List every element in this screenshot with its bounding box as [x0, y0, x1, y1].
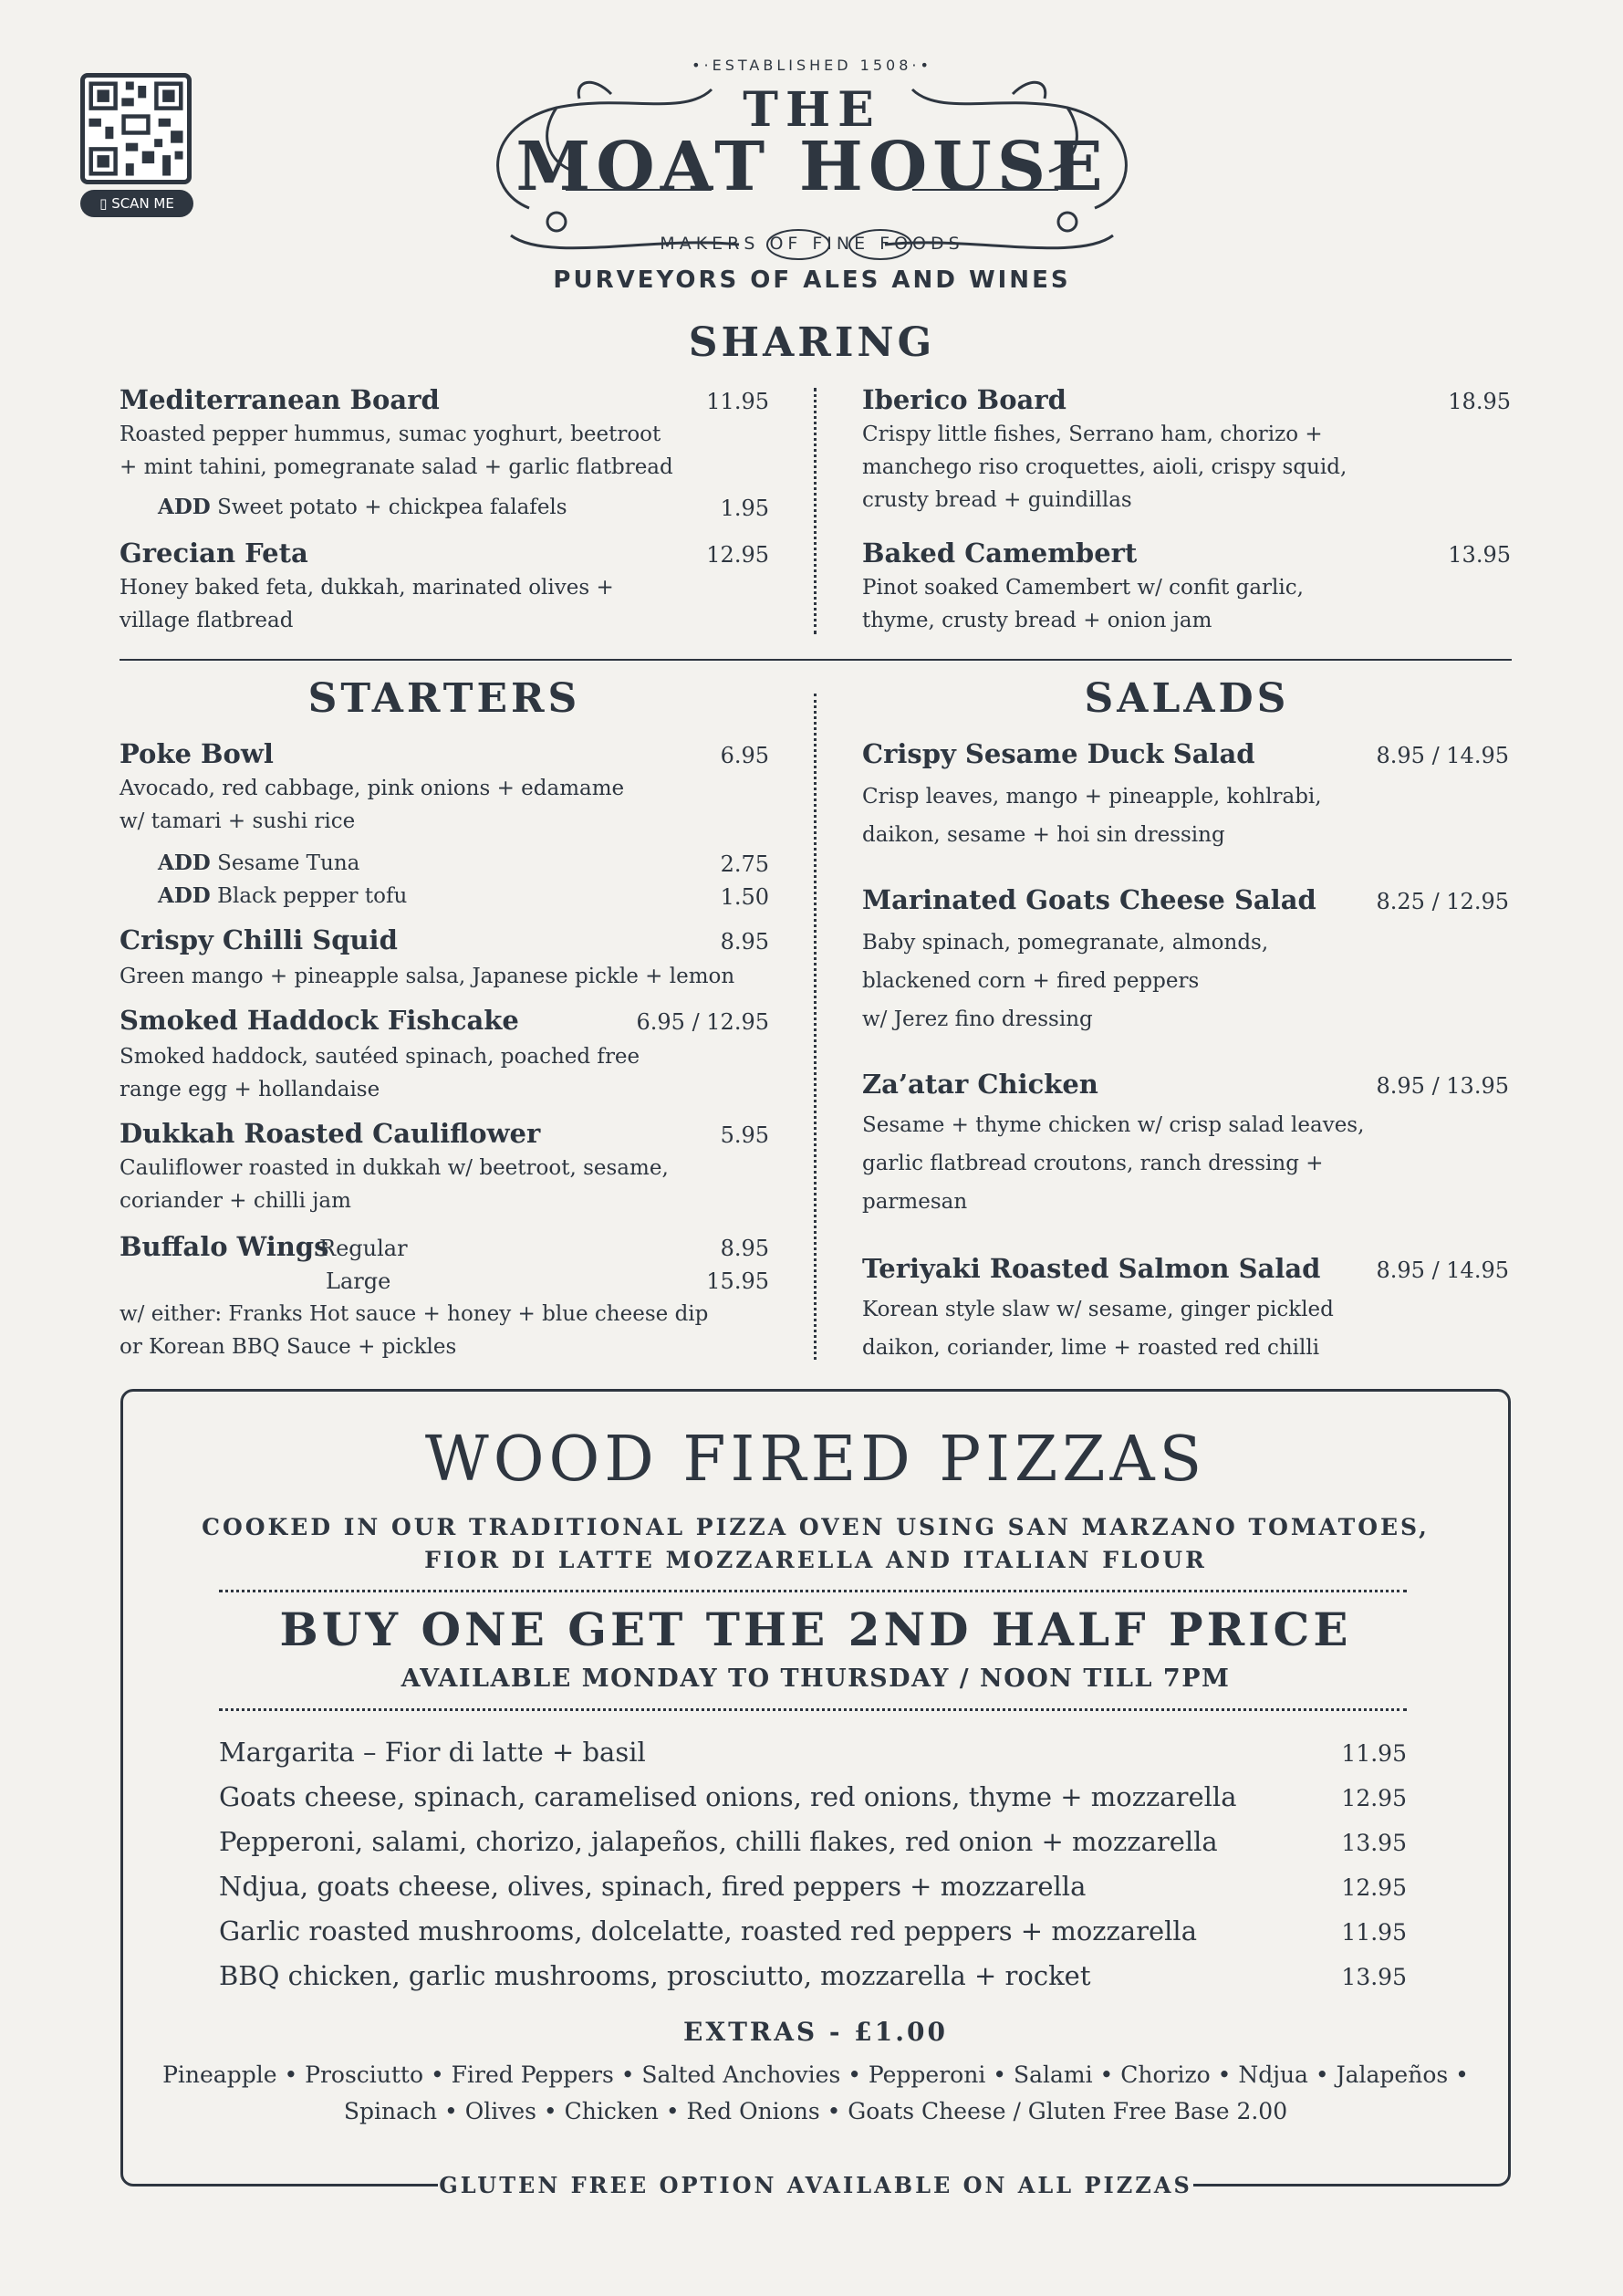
item-name: Grecian Feta: [120, 537, 308, 569]
item-price: 8.25 / 12.95: [1376, 889, 1509, 914]
sharing-divider: [814, 388, 817, 634]
dotted-rule: [219, 1708, 1407, 1711]
item-price: 8.95 / 14.95: [1376, 743, 1509, 768]
scan-me-label: SCAN ME: [111, 195, 174, 212]
size-regular: Regular: [319, 1236, 408, 1261]
item-desc: Baby spinach, pomegranate, almonds,: [862, 931, 1269, 955]
phone-icon: ▯: [99, 195, 108, 212]
qr-code-icon: [85, 78, 187, 180]
item-desc: coriander + chilli jam: [120, 1189, 351, 1213]
item-price: 13.95: [1448, 542, 1511, 568]
item-desc: daikon, coriander, lime + roasted red chilli: [862, 1336, 1320, 1360]
item-desc: parmesan: [862, 1190, 968, 1214]
extras-list: Spinach • Olives • Chicken • Red Onions • Goats Cheese / Gluten Free Base 2.00: [343, 2098, 1288, 2124]
pizza-price: 13.95: [1341, 1830, 1407, 1856]
add-text: Sweet potato + chickpea falafels: [217, 496, 567, 519]
item-desc: or Korean BBQ Sauce + pickles: [120, 1335, 457, 1359]
item-add: [158, 491, 567, 524]
add-price: 1.95: [720, 496, 769, 521]
item-price: 8.95 / 14.95: [1376, 1258, 1509, 1283]
item-price: 18.95: [1448, 389, 1511, 414]
established-text: •·ESTABLISHED 1508·•: [692, 57, 932, 74]
item-desc: garlic flatbread croutons, ranch dressing +: [862, 1152, 1324, 1175]
gluten-free-note: GLUTEN FREE OPTION AVAILABLE ON ALL PIZZAS: [438, 2167, 1193, 2204]
item-name: Crispy Sesame Duck Salad: [862, 738, 1255, 769]
item-desc: Crisp leaves, mango + pineapple, kohlrabi,: [862, 785, 1322, 809]
starters-heading: STARTERS: [307, 675, 581, 722]
add-label: ADD: [158, 851, 211, 875]
pizza-price: 11.95: [1341, 1740, 1407, 1767]
item-desc: Sesame + thyme chicken w/ crisp salad leaves,: [862, 1113, 1365, 1137]
item-desc: Crispy little fishes, Serrano ham, chorizo +: [862, 423, 1323, 446]
pizza-subtitle-line: COOKED IN OUR TRADITIONAL PIZZA OVEN USING SAN MARZANO TOMATOES,: [202, 1514, 1430, 1540]
item-add: [158, 847, 359, 880]
item-name: Dukkah Roasted Cauliflower: [120, 1118, 541, 1149]
item-desc: Pinot soaked Camembert w/ confit garlic,: [862, 576, 1304, 600]
item-desc: + mint tahini, pomegranate salad + garlic flatbread: [120, 455, 673, 479]
add-label: ADD: [158, 883, 211, 908]
pizza-subtitle-line: FIOR DI LATTE MOZZARELLA AND ITALIAN FLOUR: [424, 1547, 1207, 1573]
item-name: Marinated Goats Cheese Salad: [862, 884, 1316, 915]
item-desc: manchego riso croquettes, aioli, crispy squid,: [862, 455, 1347, 479]
item-price: 8.95 / 13.95: [1376, 1073, 1509, 1099]
pizza-title: WOOD FIRED PIZZAS: [424, 1424, 1207, 1496]
item-desc: village flatbread: [120, 609, 294, 632]
section-rule: [120, 659, 1512, 661]
offer-heading: BUY ONE GET THE 2ND HALF PRICE: [279, 1602, 1352, 1656]
qr-code[interactable]: [80, 73, 192, 184]
pizza-price: 13.95: [1341, 1964, 1407, 1990]
item-add: [158, 880, 407, 913]
item-name: Mediterranean Board: [120, 384, 440, 415]
item-desc: Honey baked feta, dukkah, marinated olives +: [120, 576, 614, 600]
item-desc: crusty bread + guindillas: [862, 488, 1132, 512]
item-desc: Green mango + pineapple salsa, Japanese pickle + lemon: [120, 965, 735, 988]
pizza-name: BBQ chicken, garlic mushrooms, prosciutto, mozzarella + rocket: [219, 1960, 1091, 1991]
extras-list: Pineapple • Prosciutto • Fired Peppers • Salted Anchovies • Pepperoni • Salami • Chorizo • Ndjua • Jalapeños •: [162, 2061, 1469, 2088]
logo-name: MOAT HOUSE: [515, 128, 1108, 206]
item-name: Crispy Chilli Squid: [120, 924, 398, 955]
item-desc: daikon, sesame + hoi sin dressing: [862, 823, 1225, 847]
item-price: 8.95: [720, 1236, 769, 1261]
pizza-name: Goats cheese, spinach, caramelised onions, red onions, thyme + mozzarella: [219, 1781, 1237, 1812]
item-desc: Cauliflower roasted in dukkah w/ beetroot, sesame,: [120, 1156, 669, 1180]
item-price: 15.95: [706, 1268, 769, 1294]
item-price: 12.95: [706, 542, 769, 568]
item-desc: w/ tamari + sushi rice: [120, 809, 356, 833]
item-desc: range egg + hollandaise: [120, 1078, 380, 1101]
sharing-heading: SHARING: [688, 319, 936, 366]
item-price: 11.95: [706, 389, 769, 414]
logo-makers: MAKERS OF FINE FOODS: [660, 234, 964, 254]
item-desc: blackened corn + fired peppers: [862, 969, 1200, 993]
item-desc: Roasted pepper hummus, sumac yoghurt, beetroot: [120, 423, 661, 446]
item-desc: Avocado, red cabbage, pink onions + edamame: [120, 777, 625, 800]
add-price: 1.50: [720, 884, 769, 910]
item-desc: Korean style slaw w/ sesame, ginger pickled: [862, 1298, 1334, 1321]
item-name: Smoked Haddock Fishcake: [120, 1005, 519, 1036]
item-price: 6.95: [720, 743, 769, 768]
dotted-rule: [219, 1590, 1407, 1592]
item-name: Teriyaki Roasted Salmon Salad: [862, 1253, 1321, 1284]
item-name: Buffalo Wings: [120, 1231, 329, 1262]
item-name: Poke Bowl: [120, 738, 274, 769]
item-name: Iberico Board: [862, 384, 1066, 415]
item-desc: Smoked haddock, sautéed spinach, poached free: [120, 1045, 640, 1069]
item-price: 5.95: [720, 1122, 769, 1148]
item-desc: w/ either: Franks Hot sauce + honey + blue cheese dip: [120, 1302, 709, 1326]
tagline: PURVEYORS OF ALES AND WINES: [553, 266, 1071, 294]
logo-the: THE: [743, 82, 881, 138]
item-price: 8.95: [720, 929, 769, 955]
column-divider: [814, 694, 817, 1360]
offer-availability: AVAILABLE MONDAY TO THURSDAY / NOON TILL 7PM: [401, 1665, 1231, 1693]
extras-title: EXTRAS - £1.00: [683, 2017, 948, 2047]
item-name: Baked Camembert: [862, 537, 1138, 569]
pizza-name: Margarita – Fior di latte + basil: [219, 1737, 646, 1768]
item-price: 6.95 / 12.95: [636, 1009, 769, 1035]
add-price: 2.75: [720, 851, 769, 877]
add-text: Black pepper tofu: [217, 884, 408, 908]
pizza-subtitle: [182, 1511, 1449, 1577]
add-text: Sesame Tuna: [217, 851, 360, 875]
pizza-price: 11.95: [1341, 1919, 1407, 1946]
pizza-price: 12.95: [1341, 1874, 1407, 1901]
pizza-name: Pepperoni, salami, chorizo, jalapeños, chilli flakes, red onion + mozzarella: [219, 1826, 1218, 1857]
pizza-name: Garlic roasted mushrooms, dolcelatte, roasted red peppers + mozzarella: [219, 1915, 1197, 1946]
item-desc: thyme, crusty bread + onion jam: [862, 609, 1212, 632]
item-name: Za’atar Chicken: [862, 1069, 1098, 1100]
pizza-price: 12.95: [1341, 1785, 1407, 1811]
salads-heading: SALADS: [1084, 675, 1290, 722]
scan-me-badge[interactable]: [80, 190, 193, 217]
item-desc: w/ Jerez fino dressing: [862, 1007, 1093, 1031]
size-large: Large: [326, 1268, 391, 1294]
pizza-name: Ndjua, goats cheese, olives, spinach, fired peppers + mozzarella: [219, 1871, 1087, 1902]
add-label: ADD: [158, 495, 211, 519]
